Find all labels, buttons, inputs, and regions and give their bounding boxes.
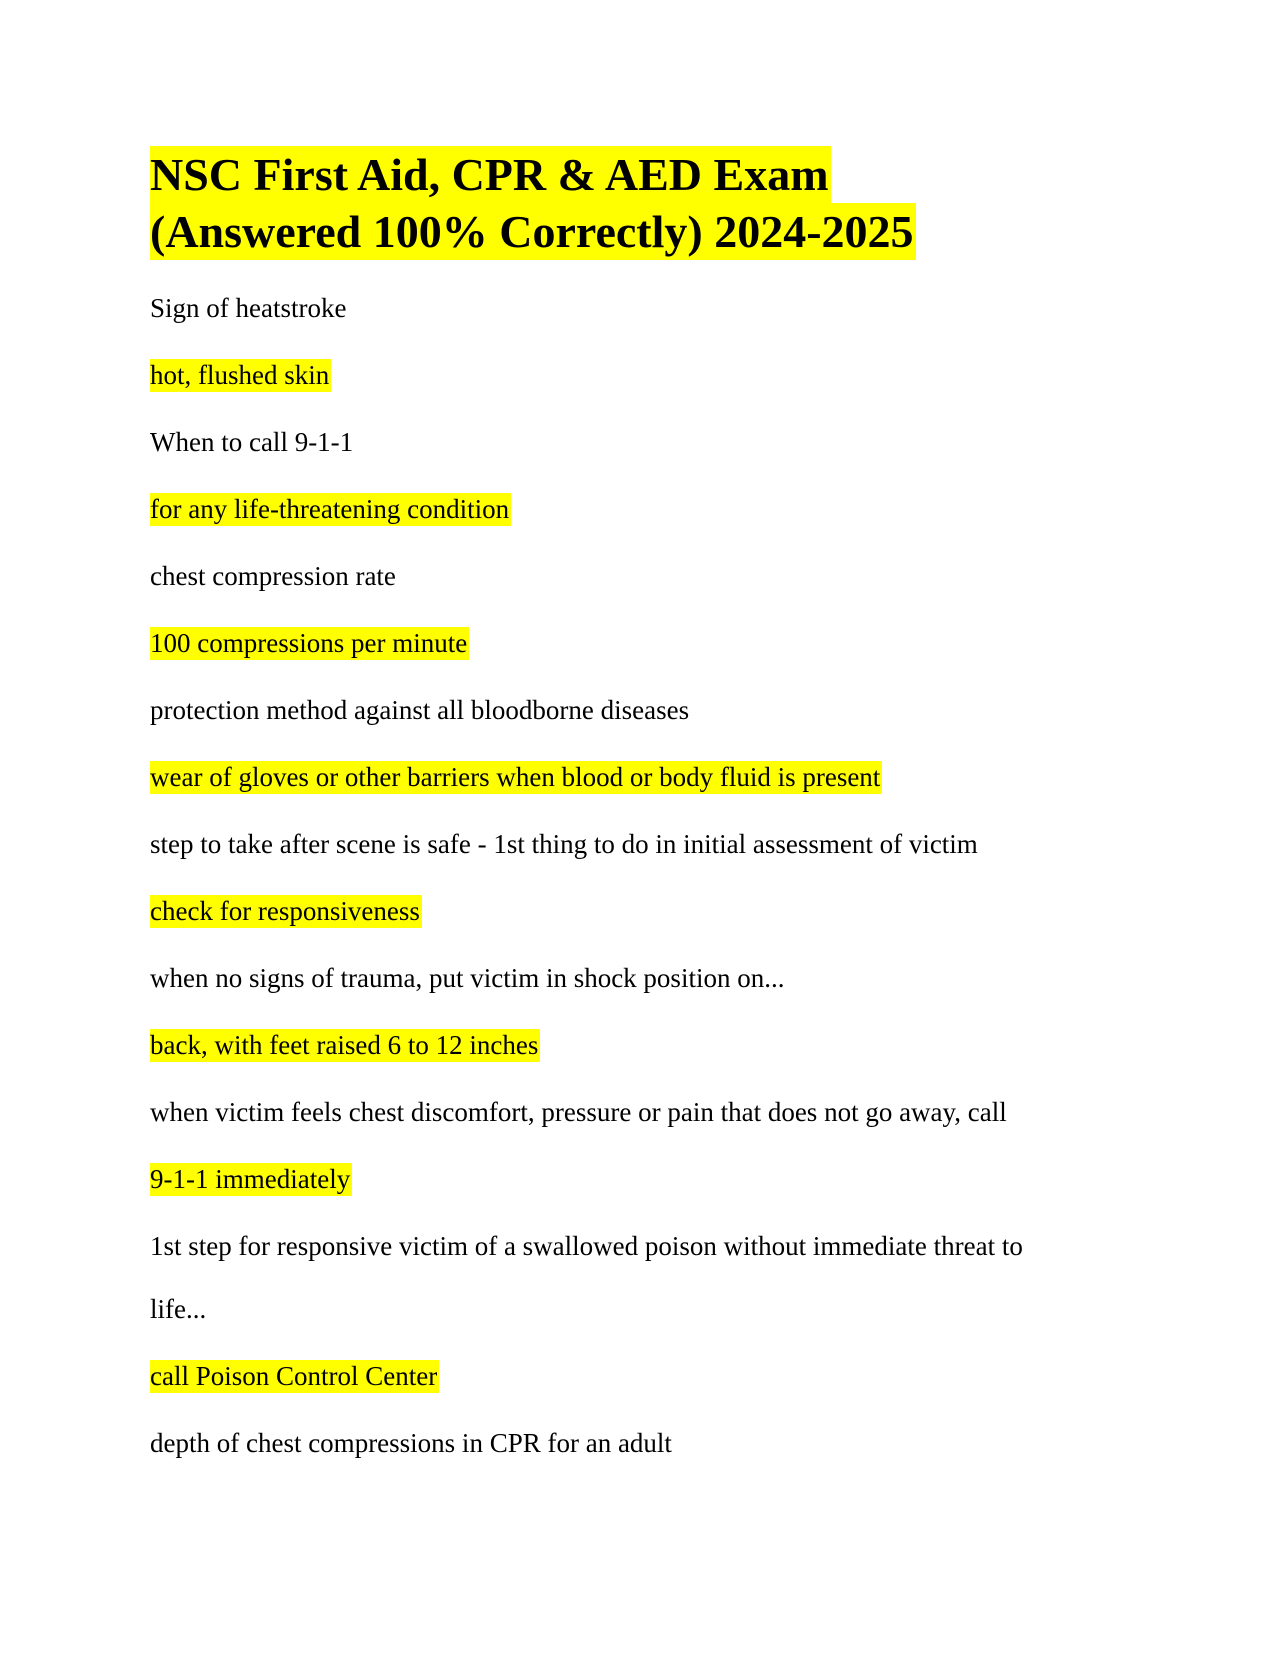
title-line-1: NSC First Aid, CPR & AED Exam (150, 146, 831, 203)
question-text: depth of chest compressions in CPR for an adult (150, 1428, 672, 1458)
document-title (150, 146, 916, 260)
answer-text: 100 compressions per minute (150, 628, 468, 658)
question-text: when no signs of trauma, put victim in shock position on... (150, 963, 785, 993)
answer-text: wear of gloves or other barriers when blood or body fluid is present (150, 762, 881, 792)
question-text: Sign of heatstroke (150, 293, 347, 323)
answer-text: back, with feet raised 6 to 12 inches (150, 1030, 539, 1060)
question-text: When to call 9-1-1 (150, 427, 354, 457)
answer-text: call Poison Control Center (150, 1361, 438, 1391)
question-text: protection method against all bloodborne diseases (150, 695, 690, 725)
qa-list (150, 292, 1150, 1494)
answer-text: for any life-threatening condition (150, 494, 510, 524)
question-text: 1st step for responsive victim of a swallowed poison without immediate threat to (150, 1231, 1023, 1261)
answer-text: 9-1-1 immediately (150, 1164, 351, 1194)
answer-text: check for responsiveness (150, 896, 420, 926)
question-text: when victim feels chest discomfort, pressure or pain that does not go away, call (150, 1097, 1007, 1127)
question-text: chest compression rate (150, 561, 396, 591)
answer-text: hot, flushed skin (150, 360, 330, 390)
title-line-2: (Answered 100% Correctly) 2024-2025 (150, 203, 916, 260)
question-text: step to take after scene is safe - 1st thing to do in initial assessment of victim (150, 829, 978, 859)
question-text-continued: life... (150, 1294, 207, 1324)
